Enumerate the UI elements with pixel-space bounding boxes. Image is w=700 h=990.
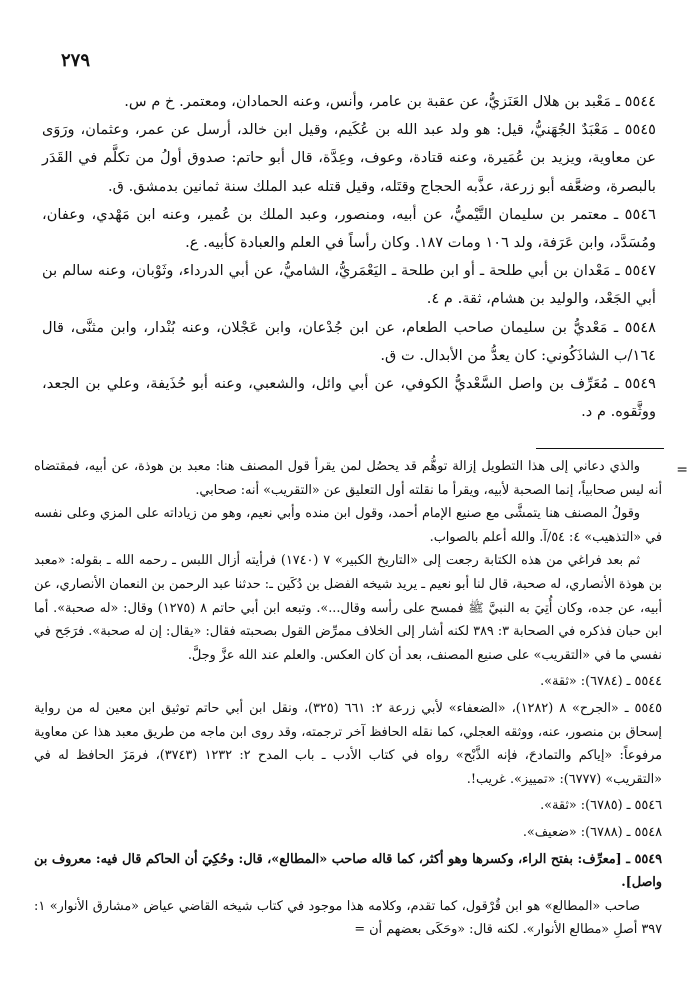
entry-5546: ٥٥٤٦ ـ معتمر بن سليمان التَّيْميُّ، عن أبيه، ومنصور، وعبد الملك بن عُمير، وعنه ابن مَهْدي، وعفان، ومُسَدَّد، وابن عَرَفة، ولد ١٠٦ ومات ١٨٧. وكان رأساً في العلم والعبادة كأبيه. ع.	[42, 205, 656, 252]
footnote-5544: ٥٥٤٤ ـ (٦٧٨٤): «ثقة».	[540, 674, 662, 690]
footnote-5546: ٥٥٤٦ ـ (٦٧٨٥): «ثقة».	[540, 798, 662, 814]
footnote-5549: ٥٥٤٩ ـ [معرِّف: بفتح الراء، وكسرها وهو أكثر، كما قاله صاحب «المطالع»، قال: وحُكِيَ أن الحاكم قال فيه: معروف بن واصل].	[34, 851, 662, 891]
footnote-paragraph: والذي دعاني إلى هذا التطويل إزالة توهُّم قد يحصُل لمن يقرأ قول المصنف هنا: معبد بن هوذة، عن أبيه، فمقتضاه أنه ليس صحابياً، إنما الصحبة لأبيه، ويقرأ ما نقلته أول التعليق عن «التقريب» أنه: صحابي.	[34, 459, 662, 498]
footnote-5548: ٥٥٤٨ ـ (٦٧٨٨): «ضعيف».	[522, 824, 662, 840]
entry-5549: ٥٥٤٩ ـ مُعَرِّف بن واصل السَّعْديُّ الكوفي، عن أبي وائل، والشعبي، وعنه أبو حُذَيفة، وعلي بن الجعد، ووثَّقوه. م د.	[42, 375, 656, 421]
footnote-continuation-marker: =	[676, 462, 688, 478]
page-number: ٢٧٩	[60, 50, 90, 71]
entry-5544: ٥٥٤٤ ـ مَعْبد بن هلال العَنَزيُّ، عن عقبة بن عامر، وأنس، وعنه الحمادان، ومعتمر. خ م س.	[124, 93, 656, 110]
footnotes	[34, 455, 662, 942]
footnote-paragraph: ثم بعد فراغي من هذه الكتابة رجعت إلى «التاريخ الكبير» ٧ (١٧٤٠) فرأيته أزال اللبس ـ رحمه الله ـ بقوله: «معبد بن هوذة الأنصاري، له صحبة، قال لنا أبو نعيم ـ يريد شيخه الفضل بن دُكَين ـ: حدثنا عبد الرحمن بن النعمان الأنصاري، عن أبيه، عن جده، وكان أُتِيَ به النبيَّ ﷺ فمسح على رأسه وقال...». وتبعه ابن أبي حاتم ٨ (١٢٧٥) وقال: «له صحبة». أما ابن حبان فذكره في الصحابة ٣: ٣٨٩ لكنه أشار إلى الخلاف ممرِّض القول بصحبته فقال: «يقال: إن له صحبة». فرَجَح في نفسي ما في «التقريب» على صنيع المصنف، بعد أن كان العكس. والعلم عند الله عزَّ وجلَّ.	[33, 553, 663, 663]
footnote-5545: ٥٥٤٥ ـ «الجرح» ٨ (١٢٨٢)، «الضعفاء» لأبي زرعة ٢: ٦٦١ (٣٢٥)، ونقل ابن أبي حاتم توثيق ابن معين له من رواية إسحاق بن منصور، عنه، ووثقه العجلي، كما نقله الحافظ آخر ترجمته، وقد روى ابن ماجه من طريق معبد هذا عن معاوية مرفوعاً: «إياكم والتمادحَ، فإنه الذَّبْح» رواه في كتاب الأدب ـ باب المدح ٢: ١٢٣٢ (٣٧٤٣)، فرمَزَ الحافظ له في «التقريب» (٦٧٧٧): «تمييز». غريب!.	[34, 700, 662, 787]
main-text	[42, 88, 656, 426]
entry-5545: ٥٥٤٥ ـ مَعْبَدٌ الجُهَنيُّ، قيل: هو ولد عبد الله بن عُكَيم، وقيل ابن خالد، أرسل عن عمر، وعثمان، ورَوَى عن معاوية، ويزيد بن عُمَيرة، وعنه قتادة، وعوف، وعِدَّة، قال أبو حاتم: صدوق أولُ من تكلَّم في القَدَر بالبصرة، وضعَّفه أبو زرعة، عذَّبه الحجاج وقتَله، وقيل قتله عبد الملك سنة ثمانين بدمشق. ق.	[42, 121, 656, 195]
footnote-paragraph: صاحب «المطالع» هو ابن قُرْقول، كما تقدم، وكلامه هذا موجود في كتاب شيخه القاضي عياض «مشارق الأنوار» ١: ٣٩٧ أصلِ «مطالع الأنوار». لكنه قال: «وحَكَى بعضهم أن =	[34, 898, 662, 938]
entry-5548: ٥٥٤٨ ـ مَعْديُّ بن سليمان صاحب الطعام، عن ابن جُدْعان، وابن عَجْلان، وعنه بُنْدار، وابن مثنَّى، قال ١٦٤/ب الشاذَكُوني: كان يعدُّ من الأبدال. ت ق.	[42, 318, 656, 364]
entry-5547: ٥٥٤٧ ـ مَعْدان بن أبي طلحة ـ أو ابن طلحة ـ اليَعْمَريُّ، الشاميُّ، عن أبي الدرداء، وثَوْبان، وعنه سالم بن أبي الجَعْد، والوليد بن هشام، ثقة. م ٤.	[42, 262, 656, 308]
footnote-paragraph: وقولُ المصنف هنا يتمشَّى مع صنيع الإمام أحمد، وقول ابن منده وأبي نعيم، وهو من زياداته على المزي وعلى نفسه في «التذهيب» ٤: ٥٤/آ. والله أعلم بالصواب.	[34, 506, 662, 545]
footnote-divider	[536, 448, 664, 449]
